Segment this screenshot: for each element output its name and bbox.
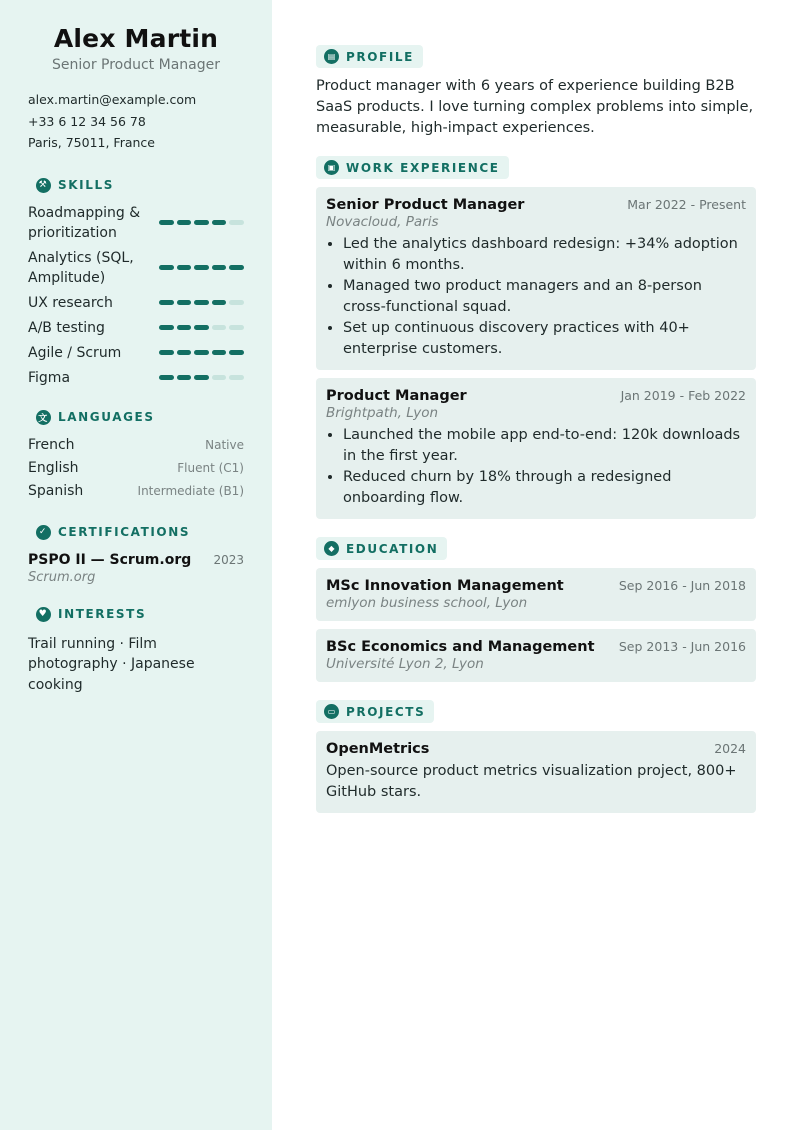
graduation-cap-icon: ◆: [324, 541, 339, 556]
language-item: [28, 457, 244, 480]
project-title: OpenMetrics: [326, 741, 430, 757]
certification-title: PSPO II — Scrum.org: [28, 551, 192, 568]
education-card: [316, 629, 756, 682]
languages-heading: [36, 410, 244, 425]
contact-address: Paris, 75011, France: [28, 135, 155, 150]
job-company: Novacloud, Paris: [326, 214, 439, 230]
skill-level-bar: [159, 350, 244, 355]
skills-list: [28, 203, 244, 388]
language-item: [28, 434, 244, 457]
skill-level-bar: [159, 375, 244, 380]
skill-level-segment: [194, 325, 209, 330]
skill-name: Analytics (SQL, Amplitude): [28, 249, 134, 286]
skill-level-segment: [229, 375, 244, 380]
skill-level-segment: [229, 300, 244, 305]
job-company: Brightpath, Lyon: [326, 405, 439, 421]
projects-heading: [316, 700, 434, 723]
id-card-icon: ▤: [324, 49, 339, 64]
skill-level-segment: [159, 325, 174, 330]
skill-level-segment: [229, 350, 244, 355]
check-badge-icon: ✓: [36, 525, 51, 540]
project-description: Open-source product metrics visualization project, 800+ GitHub stars.: [326, 763, 737, 800]
skill-item: [28, 248, 244, 288]
contact-email[interactable]: alex.martin@example.com: [28, 92, 197, 107]
degree-title: MSc Innovation Management: [326, 578, 564, 594]
skill-level-segment: [159, 220, 174, 225]
school-name: Université Lyon 2, Lyon: [326, 656, 484, 672]
education-heading: [316, 537, 447, 560]
skill-level-segment: [177, 265, 192, 270]
contact-block: [28, 89, 244, 154]
degree-dates: Sep 2013 - Jun 2016: [618, 639, 746, 654]
skill-level-segment: [194, 265, 209, 270]
skill-level-segment: [177, 375, 192, 380]
job-bullets: [326, 425, 746, 509]
skill-level-segment: [194, 375, 209, 380]
job-bullet: • Led the analytics dashboard redesign: +34% adoption within 6 months.: [343, 234, 746, 276]
profile-summary: Product manager with 6 years of experience building B2B SaaS products. I love turning complex problems into simple, measurable, high-impact experiences.: [316, 78, 754, 136]
certification-year: 2023: [213, 552, 244, 567]
degree-title: BSc Economics and Management: [326, 639, 595, 655]
experience-card: [316, 187, 756, 370]
profile-heading: [316, 45, 423, 68]
language-level: Fluent (C1): [177, 460, 244, 475]
skill-level-segment: [194, 350, 209, 355]
skill-level-segment: [159, 375, 174, 380]
languages-heading-label: LANGUAGES: [58, 410, 155, 424]
skill-level-segment: [212, 220, 227, 225]
skill-level-segment: [159, 350, 174, 355]
language-level: Native: [205, 437, 244, 452]
main-content: [272, 0, 800, 1130]
projects-heading-label: PROJECTS: [346, 704, 426, 719]
skill-name: UX research: [28, 294, 113, 311]
certification-item: [28, 552, 244, 585]
skill-level-segment: [229, 325, 244, 330]
job-dates: Mar 2022 - Present: [627, 197, 746, 212]
experience-card: [316, 378, 756, 519]
skill-item: [28, 293, 244, 313]
folder-icon: ▭: [324, 704, 339, 719]
job-title: Product Manager: [326, 388, 467, 404]
skill-level-bar: [159, 265, 244, 270]
skill-name: A/B testing: [28, 319, 105, 336]
skill-name: Agile / Scrum: [28, 344, 122, 361]
skill-level-segment: [212, 300, 227, 305]
contact-phone[interactable]: +33 6 12 34 56 78: [28, 113, 146, 129]
languages-list: [28, 434, 244, 503]
skill-level-bar: [159, 220, 244, 225]
language-item: [28, 480, 244, 503]
skill-item: [28, 368, 244, 388]
skill-level-segment: [212, 375, 227, 380]
sidebar: [0, 0, 272, 1130]
language-name: French: [28, 436, 75, 453]
job-bullet: • Launched the mobile app end-to-end: 120k downloads in the first year.: [343, 425, 746, 467]
skill-item: [28, 343, 244, 363]
education-card: [316, 568, 756, 621]
skill-level-segment: [229, 220, 244, 225]
certification-org: Scrum.org: [28, 569, 96, 585]
skill-level-segment: [212, 350, 227, 355]
job-bullet: • Reduced churn by 18% through a redesigned onboarding flow.: [343, 467, 746, 509]
skill-level-bar: [159, 300, 244, 305]
job-bullets: [326, 234, 746, 360]
skill-level-segment: [194, 220, 209, 225]
skill-level-segment: [159, 300, 174, 305]
interests-heading-label: INTERESTS: [58, 607, 147, 621]
interests-text: Trail running · Film photography · Japanese cooking: [28, 635, 195, 693]
skill-item: [28, 318, 244, 338]
heart-icon: ♥: [36, 607, 51, 622]
interests-heading: [36, 607, 244, 622]
skill-level-segment: [177, 300, 192, 305]
project-card: [316, 731, 756, 813]
candidate-role: Senior Product Manager: [51, 57, 220, 73]
skill-level-bar: [159, 325, 244, 330]
language-name: Spanish: [28, 482, 84, 499]
skill-level-segment: [159, 265, 174, 270]
briefcase-icon: ▣: [324, 160, 339, 175]
skills-heading: [36, 178, 244, 193]
certifications-heading-label: CERTIFICATIONS: [58, 525, 191, 539]
language-name: English: [28, 459, 79, 476]
language-level: Intermediate (B1): [137, 483, 244, 498]
skill-level-segment: [212, 265, 227, 270]
skill-level-segment: [177, 325, 192, 330]
project-year: 2024: [714, 741, 746, 756]
skill-level-segment: [177, 220, 192, 225]
skill-name: Figma: [28, 369, 71, 386]
job-bullet: • Managed two product managers and an 8-person cross-functional squad.: [343, 276, 746, 318]
wrench-icon: ⚒: [36, 178, 51, 193]
profile-heading-label: PROFILE: [346, 49, 414, 64]
education-heading-label: EDUCATION: [346, 541, 439, 556]
skill-level-segment: [177, 350, 192, 355]
job-title: Senior Product Manager: [326, 197, 525, 213]
school-name: emlyon business school, Lyon: [326, 595, 528, 611]
experience-heading-label: WORK EXPERIENCE: [346, 160, 500, 175]
job-dates: Jan 2019 - Feb 2022: [620, 388, 746, 403]
skill-level-segment: [229, 265, 244, 270]
skill-level-segment: [212, 325, 227, 330]
translate-icon: 文: [36, 410, 51, 425]
certifications-heading: [36, 525, 244, 540]
degree-dates: Sep 2016 - Jun 2018: [618, 578, 746, 593]
skills-heading-label: SKILLS: [58, 178, 114, 192]
skill-item: [28, 203, 244, 243]
candidate-name: Alex Martin: [53, 24, 219, 53]
skill-level-segment: [194, 300, 209, 305]
experience-heading: [316, 156, 509, 179]
job-bullet: • Set up continuous discovery practices with 40+ enterprise customers.: [343, 318, 746, 360]
skill-name: Roadmapping & prioritization: [28, 204, 141, 241]
